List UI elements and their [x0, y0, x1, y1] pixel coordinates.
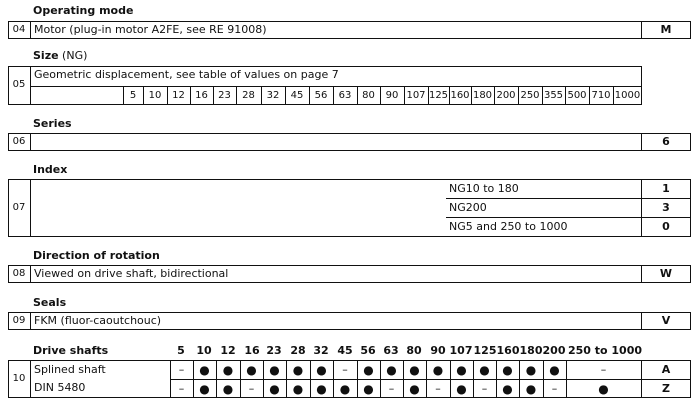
drive-shaft-size-header: 45 — [337, 344, 353, 357]
drive-shaft-size-header: 56 — [360, 344, 376, 357]
drive-shaft-mark: ● — [363, 382, 374, 396]
drive-shaft-size-header: 23 — [266, 344, 282, 357]
drive-shaft-mark: ● — [502, 363, 513, 377]
drive-shaft-mark: – — [388, 382, 395, 395]
divider — [446, 217, 691, 218]
drive-shaft-mark: ● — [525, 363, 537, 377]
size-value: 56 — [314, 90, 328, 101]
drive-shaft-size-header: 250 to 1000 — [567, 344, 643, 357]
size-header — [33, 49, 87, 62]
size-value: 90 — [385, 90, 399, 101]
drive-shaft-mark: ● — [409, 363, 420, 377]
seals-code: V — [661, 314, 671, 327]
series-row — [8, 133, 691, 151]
series-code: 6 — [662, 135, 670, 148]
drive-shaft-mark: ● — [269, 382, 280, 396]
index-code-1: 1 — [662, 182, 670, 195]
drive-shaft-mark: – — [600, 363, 607, 376]
drive-shaft-mark: – — [178, 382, 185, 395]
divider — [30, 133, 31, 151]
drive-shaft-size-header: 200 — [542, 344, 566, 357]
drive-shaft-mark: ● — [316, 382, 327, 396]
size-value: 180 — [472, 90, 493, 101]
drive-shaft-mark: ● — [432, 363, 444, 377]
drive-shaft-label-line2: DIN 5480 — [34, 381, 86, 394]
drive-shaft-mark: ● — [502, 382, 513, 396]
drive-shaft-mark: ● — [222, 363, 234, 377]
drive-shaft-mark: ● — [222, 382, 234, 396]
size-value: 1000 — [614, 90, 641, 101]
size-text: Geometric displacement, see table of values on page 7 — [34, 68, 339, 81]
seals-header: Seals — [33, 296, 67, 309]
drive-shaft-mark: ● — [456, 363, 467, 377]
drive-shaft-mark: ● — [269, 363, 280, 377]
drive-shaft-size-header: 80 — [406, 344, 422, 357]
size-value: 200 — [496, 90, 516, 101]
drive-shaft-mark: ● — [525, 382, 537, 396]
drive-shaft-mark: ● — [363, 363, 374, 377]
drive-shaft-mark: ● — [316, 363, 327, 377]
row-number: 05 — [12, 79, 26, 90]
row-number: 04 — [12, 24, 26, 35]
seals-text: FKM (fluor-caoutchouc) — [34, 314, 162, 327]
size-value: 28 — [242, 90, 255, 101]
drive-shaft-mark: ● — [246, 363, 257, 377]
size-value: 355 — [543, 90, 564, 101]
index-code-3: 0 — [662, 220, 670, 233]
drive-shaft-mark: ● — [199, 363, 210, 377]
drive-shaft-mark: – — [481, 382, 488, 395]
row-number: 07 — [12, 202, 26, 213]
drive-shaft-size-header: 125 — [473, 344, 497, 357]
divider — [30, 360, 31, 398]
operating-mode-code: M — [660, 23, 672, 36]
drive-shaft-label-line1: Splined shaft — [34, 363, 106, 376]
size-value: 125 — [428, 90, 449, 101]
divider — [30, 265, 31, 283]
row-number: 09 — [12, 315, 26, 326]
size-value: 160 — [450, 90, 470, 101]
divider — [30, 86, 642, 87]
drive-shaft-size-header: 32 — [313, 344, 329, 357]
drive-shaft-mark: – — [435, 382, 441, 395]
drive-shaft-code-a: A — [661, 363, 671, 376]
drive-shaft-mark: ● — [456, 382, 467, 396]
drive-shaft-size-header: 180 — [519, 344, 543, 357]
size-value: 32 — [266, 90, 280, 101]
size-value: 107 — [406, 90, 426, 101]
drive-shaft-size-header: 160 — [496, 344, 520, 357]
divider — [30, 21, 31, 39]
operating-mode-text: Motor (plug-in motor A2FE, see RE 91008) — [34, 23, 267, 36]
row-number: 10 — [12, 373, 26, 384]
divider — [30, 312, 31, 330]
series-header: Series — [33, 117, 72, 130]
drive-shaft-size-header: 12 — [220, 344, 236, 357]
drive-shaft-size-header: 16 — [244, 344, 260, 357]
index-label-2: NG200 — [449, 201, 487, 214]
drive-shaft-mark: ● — [292, 382, 304, 396]
drive-shaft-size-header: 107 — [449, 344, 473, 357]
index-code-2: 3 — [662, 201, 670, 214]
drive-shaft-size-header: 63 — [383, 344, 399, 357]
size-value: 63 — [338, 90, 352, 101]
rotation-header: Direction of rotation — [33, 249, 160, 262]
index-header: Index — [33, 163, 68, 176]
size-value: 12 — [172, 90, 185, 101]
drive-shaft-size-header: 10 — [196, 344, 212, 357]
drive-shaft-mark: ● — [549, 363, 560, 377]
size-header-rest: (NG) — [58, 49, 88, 62]
size-value: 250 — [520, 90, 540, 101]
divider — [30, 179, 31, 237]
drive-shaft-mark: ● — [199, 382, 210, 396]
drive-shaft-mark: – — [248, 382, 255, 395]
drive-shafts-header: Drive shafts — [33, 344, 109, 357]
drive-shaft-mark: – — [551, 382, 558, 395]
drive-shaft-code-z: Z — [662, 382, 670, 395]
size-value: 5 — [129, 90, 137, 101]
drive-shaft-mark: ● — [409, 382, 420, 396]
size-value: 23 — [218, 90, 231, 101]
drive-shaft-mark: ● — [386, 363, 397, 377]
size-value: 10 — [148, 90, 162, 101]
rotation-code: W — [659, 267, 673, 280]
drive-shaft-size-header: 5 — [177, 344, 185, 357]
divider — [170, 379, 691, 380]
index-label-3: NG5 and 250 to 1000 — [449, 220, 568, 233]
drive-shaft-size-header: 28 — [290, 344, 306, 357]
rotation-text: Viewed on drive shaft, bidirectional — [34, 267, 229, 280]
drive-shaft-mark: ● — [479, 363, 490, 377]
drive-shaft-mark: ● — [598, 382, 609, 396]
operating-mode-header: Operating mode — [33, 4, 134, 17]
row-number: 08 — [12, 268, 26, 279]
drive-shaft-mark: – — [342, 363, 348, 376]
drive-shaft-mark: – — [178, 363, 185, 376]
size-value: 80 — [362, 90, 375, 101]
index-label-1: NG10 to 180 — [449, 182, 519, 195]
drive-shaft-size-header: 90 — [430, 344, 446, 357]
size-value: 500 — [567, 90, 587, 101]
drive-shaft-mark: ● — [292, 363, 304, 377]
divider — [446, 198, 691, 199]
row-number: 06 — [12, 136, 26, 147]
index-block — [8, 179, 691, 237]
size-value: 45 — [290, 90, 304, 101]
size-value: 710 — [591, 90, 611, 101]
drive-shaft-mark: ● — [339, 382, 351, 396]
size-value: 16 — [195, 90, 208, 101]
size-header-bold: Size — [33, 49, 59, 62]
